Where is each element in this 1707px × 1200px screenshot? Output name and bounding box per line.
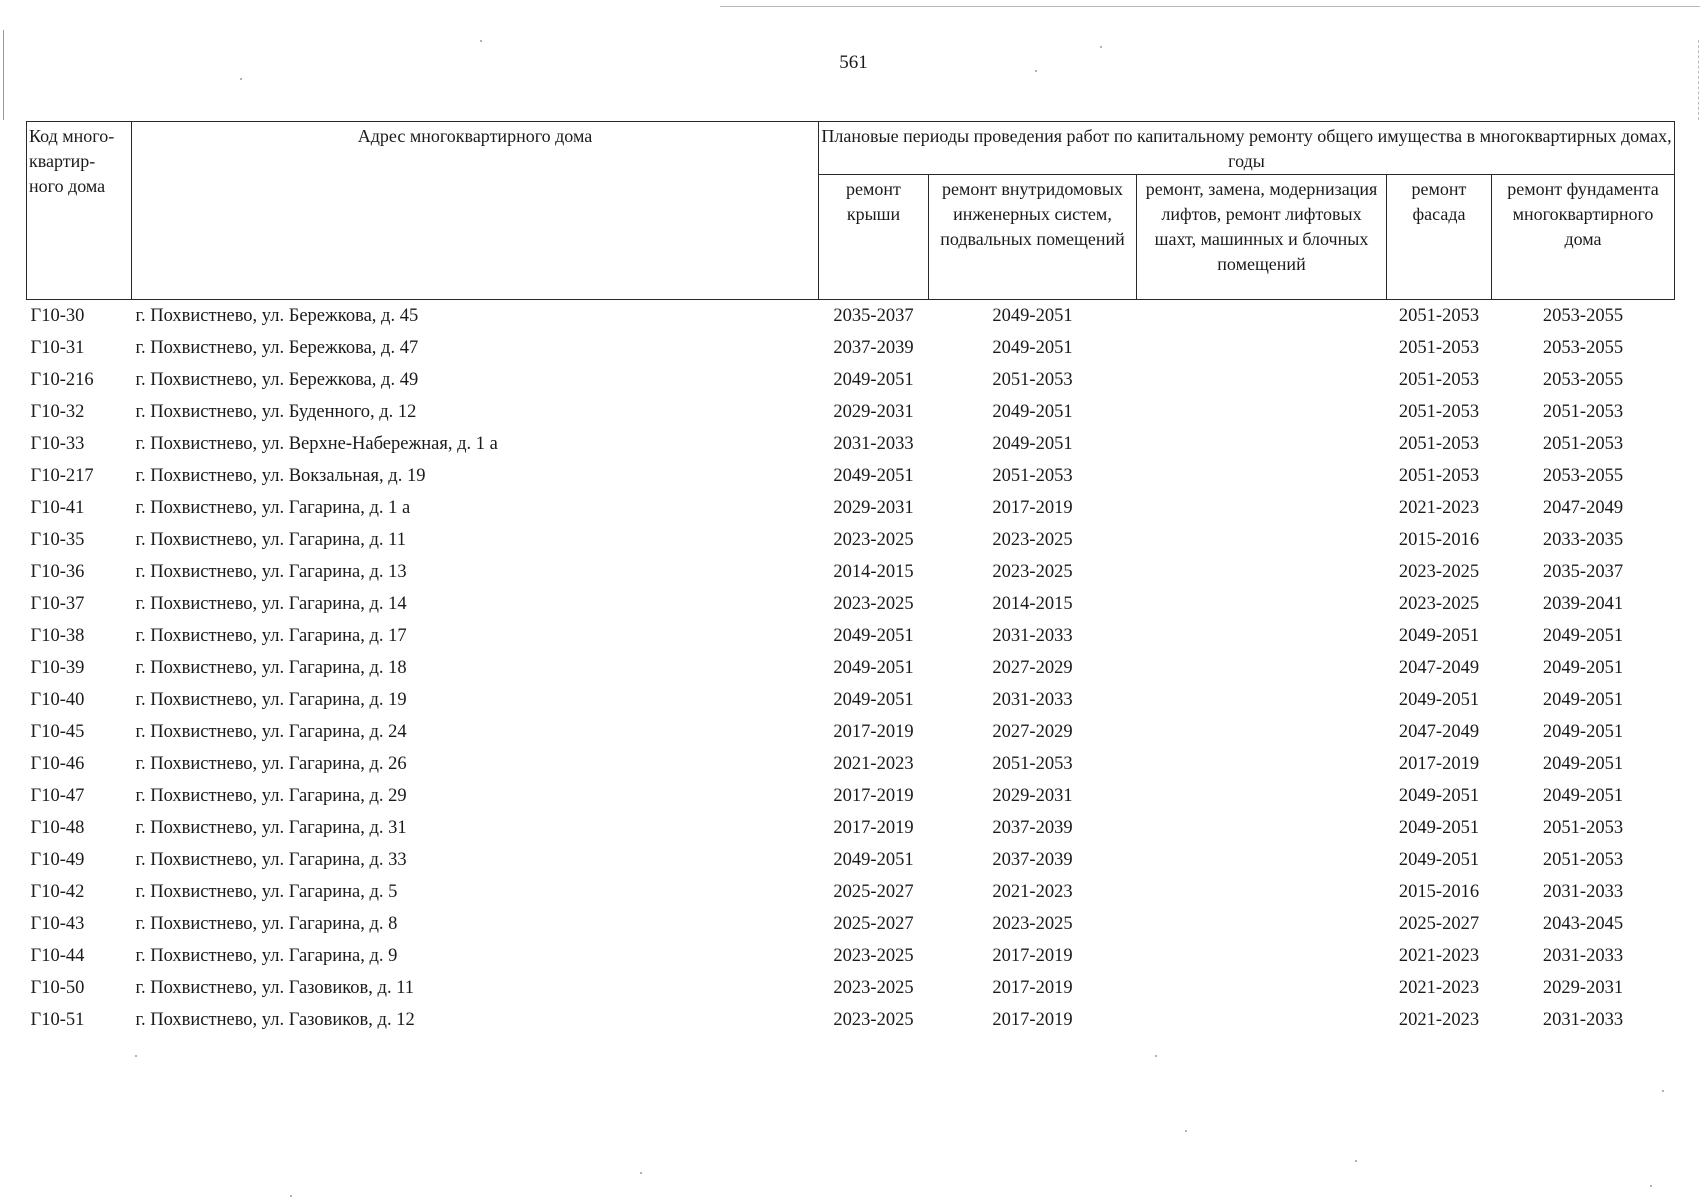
- cell-foundation: 2051-2053: [1542, 849, 1624, 870]
- cell-lifts: [1137, 748, 1387, 780]
- cell-engineering: 2027-2029: [992, 721, 1073, 742]
- cell-lifts: [1137, 556, 1387, 588]
- cell-lifts: [1137, 492, 1387, 524]
- header-address: Адрес многоквартирного дома: [132, 122, 819, 300]
- cell-roof: 2025-2027: [833, 881, 914, 902]
- cell-facade: 2049-2051: [1398, 817, 1480, 838]
- cell-roof: 2023-2025: [833, 977, 914, 998]
- cell-address: г. Похвистнево, ул. Гагарина, д. 9: [135, 945, 398, 966]
- scan-left-edge-line: [3, 30, 4, 120]
- cell-address: г. Похвистнево, ул. Гагарина, д. 17: [135, 625, 407, 646]
- table-row: [27, 1004, 1675, 1036]
- cell-code: Г10-44: [30, 945, 85, 966]
- cell-lifts: [1137, 940, 1387, 972]
- cell-facade: 2051-2053: [1398, 305, 1480, 326]
- cell-engineering: 2023-2025: [992, 529, 1073, 550]
- cell-foundation: 2049-2051: [1542, 785, 1624, 806]
- cell-lifts: [1137, 844, 1387, 876]
- header-code: Код много-квартир-ного дома: [27, 122, 132, 300]
- cell-engineering: 2017-2019: [992, 497, 1073, 518]
- cell-address: г. Похвистнево, ул. Гагарина, д. 13: [135, 561, 407, 582]
- cell-lifts: [1137, 876, 1387, 908]
- cell-roof: 2029-2031: [833, 401, 914, 422]
- cell-lifts: [1137, 428, 1387, 460]
- cell-foundation: 2035-2037: [1542, 561, 1624, 582]
- cell-engineering: 2031-2033: [992, 689, 1073, 710]
- cell-roof: 2049-2051: [833, 465, 914, 486]
- cell-facade: 2051-2053: [1398, 401, 1480, 422]
- cell-code: Г10-35: [30, 529, 85, 550]
- cell-facade: 2049-2051: [1398, 689, 1480, 710]
- cell-facade: 2023-2025: [1398, 593, 1480, 614]
- table-row: [27, 780, 1675, 812]
- cell-foundation: 2051-2053: [1542, 433, 1624, 454]
- cell-facade: 2047-2049: [1398, 721, 1480, 742]
- cell-lifts: [1137, 908, 1387, 940]
- cell-roof: 2023-2025: [833, 1009, 914, 1030]
- cell-code: Г10-31: [30, 337, 85, 358]
- cell-lifts: [1137, 780, 1387, 812]
- cell-code: Г10-216: [30, 369, 94, 390]
- cell-roof: 2035-2037: [833, 305, 914, 326]
- table-row: [27, 716, 1675, 748]
- cell-foundation: 2039-2041: [1542, 593, 1624, 614]
- cell-foundation: 2049-2051: [1542, 657, 1624, 678]
- table-row: [27, 364, 1675, 396]
- cell-code: Г10-217: [30, 465, 94, 486]
- cell-facade: 2023-2025: [1398, 561, 1480, 582]
- table-row: [27, 876, 1675, 908]
- table-row: [27, 460, 1675, 492]
- cell-foundation: 2047-2049: [1542, 497, 1624, 518]
- cell-code: Г10-39: [30, 657, 85, 678]
- table-row: [27, 428, 1675, 460]
- cell-lifts: [1137, 972, 1387, 1004]
- table-row: [27, 524, 1675, 556]
- cell-facade: 2051-2053: [1398, 337, 1480, 358]
- cell-address: г. Похвистнево, ул. Гагарина, д. 31: [135, 817, 407, 838]
- cell-roof: 2049-2051: [833, 657, 914, 678]
- cell-roof: 2023-2025: [833, 529, 914, 550]
- cell-address: г. Похвистнево, ул. Гагарина, д. 19: [135, 689, 407, 710]
- table-row: [27, 332, 1675, 364]
- cell-foundation: 2049-2051: [1542, 625, 1624, 646]
- cell-code: Г10-41: [30, 497, 85, 518]
- cell-engineering: 2017-2019: [992, 977, 1073, 998]
- cell-foundation: 2053-2055: [1542, 337, 1624, 358]
- cell-code: Г10-42: [30, 881, 85, 902]
- cell-roof: 2017-2019: [833, 721, 914, 742]
- cell-engineering: 2017-2019: [992, 945, 1073, 966]
- table-row: [27, 972, 1675, 1004]
- cell-engineering: 2051-2053: [992, 465, 1073, 486]
- cell-address: г. Похвистнево, ул. Гагарина, д. 26: [135, 753, 407, 774]
- cell-lifts: [1137, 1004, 1387, 1036]
- cell-facade: 2021-2023: [1398, 945, 1480, 966]
- header-roof: ремонт крыши: [819, 175, 929, 300]
- cell-code: Г10-46: [30, 753, 85, 774]
- header-facade: ремонт фасада: [1387, 175, 1492, 300]
- cell-code: Г10-47: [30, 785, 85, 806]
- cell-address: г. Похвистнево, ул. Гагарина, д. 1 а: [135, 497, 411, 518]
- cell-facade: 2015-2016: [1398, 881, 1480, 902]
- cell-code: Г10-51: [30, 1009, 85, 1030]
- cell-foundation: 2049-2051: [1542, 753, 1624, 774]
- cell-engineering: 2017-2019: [992, 1009, 1073, 1030]
- table-row: [27, 684, 1675, 716]
- table-row: [27, 396, 1675, 428]
- table-row: [27, 492, 1675, 524]
- cell-roof: 2025-2027: [833, 913, 914, 934]
- cell-address: г. Похвистнево, ул. Верхне-Набережная, д. 1 а: [135, 433, 498, 454]
- table-row: [27, 300, 1675, 333]
- cell-foundation: 2049-2051: [1542, 689, 1624, 710]
- cell-engineering: 2023-2025: [992, 913, 1073, 934]
- table-body: [27, 300, 1675, 1037]
- cell-lifts: [1137, 812, 1387, 844]
- cell-code: Г10-30: [30, 305, 85, 326]
- cell-engineering: 2049-2051: [992, 305, 1073, 326]
- cell-engineering: 2051-2053: [992, 753, 1073, 774]
- cell-lifts: [1137, 364, 1387, 396]
- cell-roof: 2049-2051: [833, 689, 914, 710]
- cell-facade: 2051-2053: [1398, 369, 1480, 390]
- cell-engineering: 2049-2051: [992, 337, 1073, 358]
- cell-address: г. Похвистнево, ул. Гагарина, д. 14: [135, 593, 407, 614]
- header-periods: Плановые периоды проведения работ по капитальному ремонту общего имущества в многоквартирных домах, годы: [819, 122, 1675, 175]
- cell-facade: 2049-2051: [1398, 785, 1480, 806]
- cell-foundation: 2053-2055: [1542, 369, 1624, 390]
- cell-code: Г10-45: [30, 721, 85, 742]
- cell-engineering: 2031-2033: [992, 625, 1073, 646]
- table-row: [27, 812, 1675, 844]
- cell-engineering: 2051-2053: [992, 369, 1073, 390]
- cell-foundation: 2033-2035: [1542, 529, 1624, 550]
- cell-roof: 2017-2019: [833, 785, 914, 806]
- table-header: [27, 122, 1675, 300]
- cell-code: Г10-50: [30, 977, 85, 998]
- cell-engineering: 2023-2025: [992, 561, 1073, 582]
- cell-facade: 2017-2019: [1398, 753, 1480, 774]
- cell-facade: 2021-2023: [1398, 497, 1480, 518]
- cell-address: г. Похвистнево, ул. Бережкова, д. 45: [135, 305, 419, 326]
- cell-address: г. Похвистнево, ул. Гагарина, д. 29: [135, 785, 407, 806]
- repair-schedule-table: [26, 121, 1675, 1036]
- header-engineering: ремонт внутридомовых инженерных систем, подвальных помещений: [929, 175, 1137, 300]
- cell-facade: 2025-2027: [1398, 913, 1480, 934]
- cell-roof: 2049-2051: [833, 849, 914, 870]
- cell-engineering: 2029-2031: [992, 785, 1073, 806]
- cell-lifts: [1137, 460, 1387, 492]
- cell-roof: 2023-2025: [833, 945, 914, 966]
- cell-address: г. Похвистнево, ул. Вокзальная, д. 19: [135, 465, 426, 486]
- cell-foundation: 2051-2053: [1542, 401, 1624, 422]
- cell-address: г. Похвистнево, ул. Буденного, д. 12: [135, 401, 417, 422]
- cell-roof: 2021-2023: [833, 753, 914, 774]
- cell-code: Г10-38: [30, 625, 85, 646]
- cell-address: г. Похвистнево, ул. Гагарина, д. 24: [135, 721, 407, 742]
- cell-facade: 2049-2051: [1398, 625, 1480, 646]
- cell-address: г. Похвистнево, ул. Газовиков, д. 12: [135, 1009, 415, 1030]
- table-row: [27, 652, 1675, 684]
- cell-code: Г10-33: [30, 433, 85, 454]
- cell-facade: 2021-2023: [1398, 1009, 1480, 1030]
- cell-engineering: 2037-2039: [992, 817, 1073, 838]
- cell-roof: 2029-2031: [833, 497, 914, 518]
- cell-code: Г10-40: [30, 689, 85, 710]
- header-lifts: ремонт, замена, модернизация лифтов, ремонт лифтовых шахт, машинных и блочных помещений: [1137, 175, 1387, 300]
- cell-foundation: 2031-2033: [1542, 881, 1624, 902]
- page-number: 561: [839, 52, 868, 73]
- cell-foundation: 2049-2051: [1542, 721, 1624, 742]
- cell-address: г. Похвистнево, ул. Гагарина, д. 11: [135, 529, 406, 550]
- cell-code: Г10-37: [30, 593, 85, 614]
- cell-roof: 2037-2039: [833, 337, 914, 358]
- cell-address: г. Похвистнево, ул. Бережкова, д. 49: [135, 369, 419, 390]
- cell-foundation: 2029-2031: [1542, 977, 1624, 998]
- table-row: [27, 908, 1675, 940]
- cell-foundation: 2053-2055: [1542, 305, 1624, 326]
- cell-facade: 2021-2023: [1398, 977, 1480, 998]
- cell-engineering: 2049-2051: [992, 401, 1073, 422]
- cell-foundation: 2031-2033: [1542, 1009, 1624, 1030]
- table-row: [27, 940, 1675, 972]
- cell-roof: 2031-2033: [833, 433, 914, 454]
- cell-address: г. Похвистнево, ул. Бережкова, д. 47: [135, 337, 419, 358]
- cell-facade: 2051-2053: [1398, 433, 1480, 454]
- cell-address: г. Похвистнево, ул. Гагарина, д. 8: [135, 913, 398, 934]
- scan-top-edge-line: [720, 6, 1700, 7]
- header-foundation: ремонт фундамента многоквартирного дома: [1492, 175, 1675, 300]
- cell-roof: 2023-2025: [833, 593, 914, 614]
- cell-address: г. Похвистнево, ул. Гагарина, д. 33: [135, 849, 407, 870]
- cell-lifts: [1137, 588, 1387, 620]
- cell-address: г. Похвистнево, ул. Газовиков, д. 11: [135, 977, 415, 998]
- cell-lifts: [1137, 684, 1387, 716]
- cell-engineering: 2037-2039: [992, 849, 1073, 870]
- cell-code: Г10-36: [30, 561, 85, 582]
- table-row: [27, 748, 1675, 780]
- cell-facade: 2015-2016: [1398, 529, 1480, 550]
- cell-foundation: 2043-2045: [1542, 913, 1624, 934]
- cell-facade: 2051-2053: [1398, 465, 1480, 486]
- cell-lifts: [1137, 300, 1387, 333]
- cell-lifts: [1137, 524, 1387, 556]
- cell-lifts: [1137, 396, 1387, 428]
- cell-lifts: [1137, 652, 1387, 684]
- cell-roof: 2014-2015: [833, 561, 914, 582]
- cell-code: Г10-48: [30, 817, 85, 838]
- cell-foundation: 2031-2033: [1542, 945, 1624, 966]
- cell-code: Г10-43: [30, 913, 85, 934]
- cell-roof: 2049-2051: [833, 369, 914, 390]
- table-row: [27, 844, 1675, 876]
- cell-foundation: 2053-2055: [1542, 465, 1624, 486]
- cell-engineering: 2021-2023: [992, 881, 1073, 902]
- cell-lifts: [1137, 620, 1387, 652]
- cell-roof: 2017-2019: [833, 817, 914, 838]
- table-row: [27, 588, 1675, 620]
- cell-engineering: 2027-2029: [992, 657, 1073, 678]
- table-row: [27, 620, 1675, 652]
- cell-address: г. Похвистнево, ул. Гагарина, д. 5: [135, 881, 398, 902]
- cell-engineering: 2014-2015: [992, 593, 1073, 614]
- cell-code: Г10-32: [30, 401, 85, 422]
- table-row: [27, 556, 1675, 588]
- cell-code: Г10-49: [30, 849, 85, 870]
- cell-engineering: 2049-2051: [992, 433, 1073, 454]
- cell-lifts: [1137, 716, 1387, 748]
- cell-lifts: [1137, 332, 1387, 364]
- cell-facade: 2049-2051: [1398, 849, 1480, 870]
- cell-roof: 2049-2051: [833, 625, 914, 646]
- cell-foundation: 2051-2053: [1542, 817, 1624, 838]
- cell-facade: 2047-2049: [1398, 657, 1480, 678]
- cell-address: г. Похвистнево, ул. Гагарина, д. 18: [135, 657, 407, 678]
